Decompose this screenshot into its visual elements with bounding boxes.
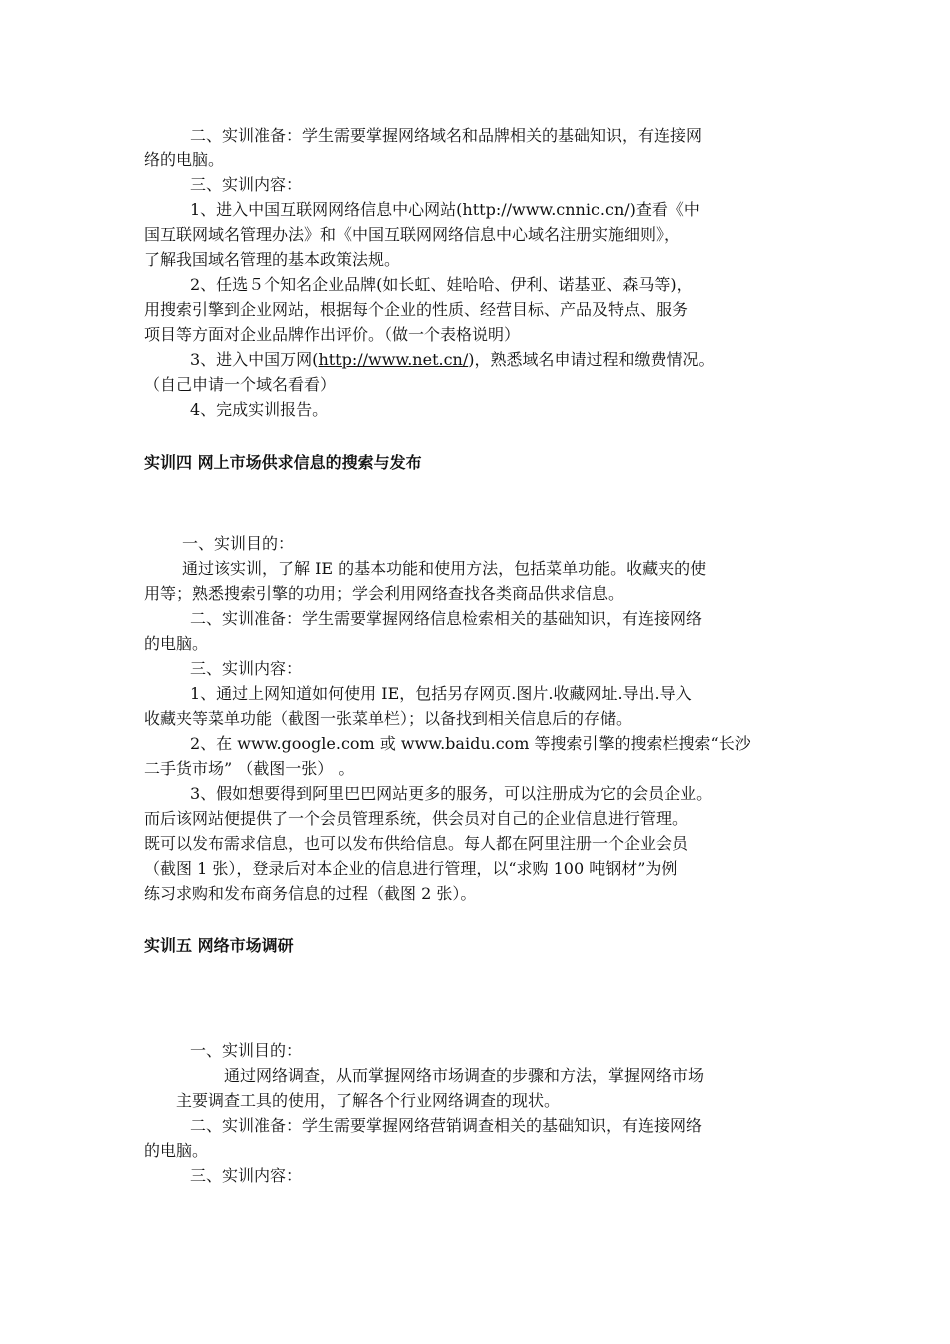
sec4-item1-line2: 收藏夹等菜单功能（截图一张菜单栏）；以备找到相关信息后的存储。 [144,709,633,728]
sec4-item2-line1: 2、在 www.google.com 或 www.baidu.com 等搜索引擎的搜索栏搜索“长沙 [190,734,751,753]
sec5-content-heading: 三、实训内容： [190,1166,303,1185]
sec4-item3-line5: 练习求购和发布商务信息的过程（截图 2 张）。 [144,884,477,903]
sec3-item3-line1 [190,348,714,372]
sec4-item3-line2: 而后该网站便提供了一个会员管理系统，供会员对自己的企业信息进行管理。 [144,809,689,828]
sec4-purpose-line2: 用等；熟悉搜索引擎的功用；学会利用网络查找各类商品供求信息。 [144,584,625,603]
sec5-prep-line2: 的电脑。 [144,1141,209,1160]
sec3-item2-line1: 2、任选５个知名企业品牌(如长虹、娃哈哈、伊利、诺基亚、森马等)， [190,275,693,294]
sec3-item3-text-a: 3、进入中国万网( [190,350,319,369]
sec3-item4: 4、完成实训报告。 [190,400,329,419]
sec3-item1-line1: 1、进入中国互联网网络信息中心网站(http://www.cnnic.cn/)查看《中 [190,200,700,219]
sec4-purpose-heading: 一、实训目的： [182,534,295,553]
sec5-prep-line1: 二、实训准备：学生需要掌握网络营销调查相关的基础知识，有连接网络 [190,1116,703,1135]
sec5-purpose-line1: 通过网络调查，从而掌握网络市场调查的步骤和方法，掌握网络市场 [224,1066,705,1085]
sec4-prep-line1: 二、实训准备：学生需要掌握网络信息检索相关的基础知识，有连接网络 [190,609,703,628]
sec3-item1-line3: 了解我国域名管理的基本政策法规。 [144,250,401,269]
sec4-item2-line2: 二手货市场” （截图一张） 。 [144,759,355,778]
sec3-prep-line2: 络的电脑。 [144,150,225,169]
net-cn-link[interactable]: http://www.net.cn/ [318,350,469,369]
sec3-item3-line2: （自己申请一个域名看看） [144,375,337,394]
sec4-item1-line1: 1、通过上网知道如何使用 IE，包括另存网页.图片.收藏网址.导出.导入 [190,684,692,703]
sec4-item3-line3: 既可以发布需求信息，也可以发布供给信息。每人都在阿里注册一个企业会员 [144,834,689,853]
sec3-item3-text-b: )，熟悉域名申请过程和缴费情况。 [468,350,715,369]
sec3-prep-line1: 二、实训准备：学生需要掌握网络域名和品牌相关的基础知识，有连接网 [190,126,703,145]
sec5-purpose-line2: 主要调查工具的使用，了解各个行业网络调查的现状。 [176,1091,561,1110]
section4-title: 实训四 网上市场供求信息的搜索与发布 [144,453,422,472]
sec4-purpose-line1: 通过该实训，了解 IE 的基本功能和使用方法，包括菜单功能。收藏夹的使 [182,559,707,578]
sec3-item2-line2: 用搜索引擎到企业网站，根据每个企业的性质、经营目标、产品及特点、服务 [144,300,689,319]
sec5-purpose-heading: 一、实训目的： [190,1041,303,1060]
sec4-content-heading: 三、实训内容： [190,659,303,678]
sec3-item1-line2: 国互联网域名管理办法》和《中国互联网网络信息中心域名注册实施细则》， [144,225,681,244]
sec4-item3-line4: （截图 1 张），登录后对本企业的信息进行管理，以“求购 100 吨钢材”为例 [144,859,678,878]
sec3-content-heading: 三、实训内容： [190,175,303,194]
sec3-item2-line3: 项目等方面对企业品牌作出评价。（做一个表格说明） [144,325,521,344]
section5-title: 实训五 网络市场调研 [144,936,294,955]
sec4-prep-line2: 的电脑。 [144,634,209,653]
sec4-item3-line1: 3、假如想要得到阿里巴巴网站更多的服务，可以注册成为它的会员企业。 [190,784,713,803]
